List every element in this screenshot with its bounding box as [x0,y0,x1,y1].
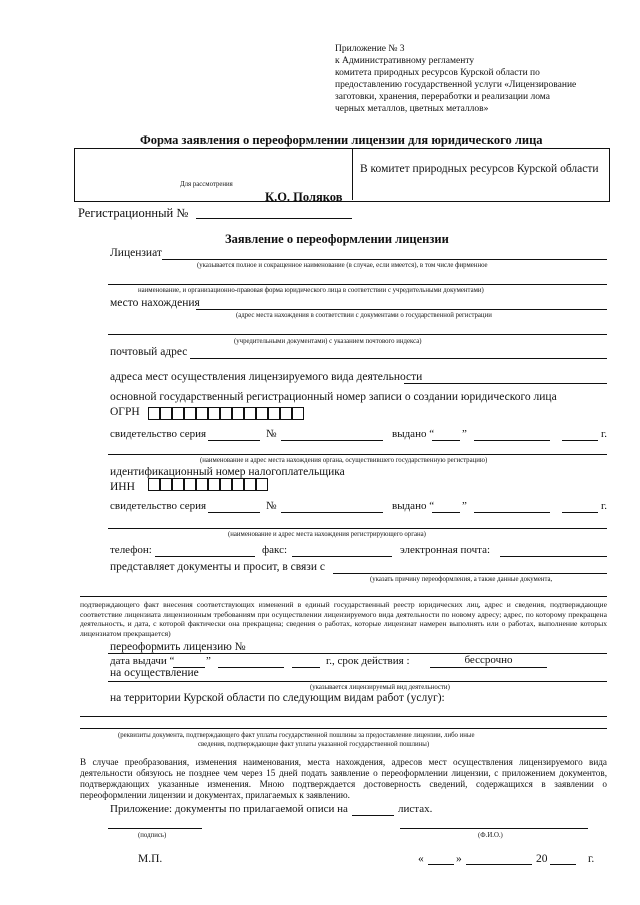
obligation-text: В случае преобразования, изменения наименования, места нахождения, адресов мест осуществления лицензируемого вида деятельности обязуюсь не позднее чем через 15 дней подать заявление о переоформлении лицензии, с приложением документов, подтверждающих указанные изменения. Мною подтверждается достоверность сведений, содержащихся в заявлении о переоформлении лицензии и документах, прилагаемых к заявлению. [80,757,607,800]
ogrn-digit-box[interactable] [196,407,208,420]
ogrn-digit-box[interactable] [292,407,304,420]
ogrn-day-field[interactable] [432,440,460,441]
ogrn-year-field[interactable] [562,440,598,441]
licensee-hint: (указывается полное и сокращенное наименование (в случае, если имеется), в том числе фирменное [197,262,488,269]
ogrn-digit-box[interactable] [172,407,184,420]
reg-number-label: Регистрационный № [78,206,189,220]
reissue-label: переоформить лицензию № [110,641,246,653]
email-field[interactable] [500,556,607,557]
inn-hint: (наименование и адрес места нахождения регистрирующего органа) [228,531,426,538]
request-paragraph: подтверждающего факт внесения соответствующих изменений в единый государственный реестр юридических лиц, адрес и сведения, подтверждающие соответствие лицензиата лицензионным требованиям при осуществлении лицензируемого вида деятельности по новому адресу; адрес, по которому прекращена деятельность, и дата, с которой фактически она прекращена; сведения о работах, которые лицензиат намерен выполнять или о работах, выполнение которых лицензиатом прекращается) [80,600,607,638]
form-title: Форма заявления о переоформлении лицензии для юридического лица [140,133,543,147]
date-open: « [418,853,424,865]
ogrn-label: ОГРН [110,406,140,418]
attachment-text: Приложение: документы по прилагаемой описи на [110,803,348,815]
ogrn-digit-box[interactable] [148,407,160,420]
request-hint: (указать причину переоформления, а также данные документа, [370,576,553,583]
inn-digit-box[interactable] [148,478,160,491]
date-close: » [456,853,462,865]
postal-label: почтовый адрес [110,346,188,358]
reg-number-field[interactable] [196,218,352,219]
year-prefix: 20 [536,853,548,865]
signature-field[interactable] [108,828,202,829]
reissue-year-field[interactable] [292,667,320,668]
ogrn-hint: (наименование и адрес места нахождения органа, осуществившего государственную регистрацию) [200,457,488,464]
ogrn-digit-box[interactable] [268,407,280,420]
reissue-activity-hint: (указывается лицензируемый вид деятельности) [310,684,450,691]
phone-label: телефон: [110,544,152,556]
inn-year-field[interactable] [562,512,598,513]
inn-authority-field[interactable] [108,528,607,529]
inn-quote-close: ” [462,500,467,512]
ogrn-digit-box[interactable] [184,407,196,420]
ogrn-cert-label: свидетельство серия [110,428,207,440]
ogrn-digit-box[interactable] [160,407,172,420]
attachment-suffix: листах. [398,803,433,815]
ogrn-quote-close: ” [462,428,467,440]
reviewer-name: К.О. Поляков [265,190,343,204]
ogrn-digit-box[interactable] [220,407,232,420]
appendix-line: предоставлению государственной услуги «Лицензирование [335,80,577,90]
ogrn-month-field[interactable] [474,440,550,441]
inn-year-suffix: г. [601,500,608,512]
territory-text: на территории Курской области по следующим видам работ (услуг): [110,692,445,704]
reissue-quote-close: ” [206,655,211,667]
inn-day-field[interactable] [432,512,460,513]
reissue-activity-label: на осуществление [110,667,199,679]
location-hint-2: (учредительными документами) с указанием почтового индекса) [234,338,422,345]
location-label: место нахождения [110,297,200,309]
inn-digit-box[interactable] [256,478,268,491]
works-field[interactable] [80,716,607,717]
reissue-date-label: дата выдачи “ [110,655,175,667]
seal-label: М.П. [138,853,163,865]
ogrn-digit-box[interactable] [232,407,244,420]
name-field[interactable] [400,828,588,829]
licensee-field[interactable] [162,259,607,260]
licensee-field-2[interactable] [108,284,607,285]
inn-digit-box[interactable] [172,478,184,491]
inn-number-field[interactable] [281,512,383,513]
inn-digit-box[interactable] [160,478,172,491]
ogrn-digit-box[interactable] [280,407,292,420]
licensee-hint-2: наименование, и организационно-правовая форма юридического лица в соответствии с учредительными документами) [138,287,484,294]
licensee-label: Лицензиат [110,247,162,259]
email-label: электронная почта: [400,544,491,556]
inn-digit-box[interactable] [208,478,220,491]
sign-month-field[interactable] [466,864,532,865]
activity-addresses-field[interactable] [404,383,607,384]
header-divider [352,148,353,200]
location-hint: (адрес места нахождения в соответствии с документами о государственной регистрации [236,312,492,319]
inn-digit-box[interactable] [244,478,256,491]
reissue-validity-field[interactable] [430,667,547,668]
ogrn-issued-label: выдано “ [392,428,435,440]
reissue-activity-field[interactable] [108,681,607,682]
activity-addresses-label: адреса мест осуществления лицензируемого вида деятельности [110,371,423,383]
inn-series-field[interactable] [208,512,260,513]
phone-field[interactable] [155,556,255,557]
request-reason-field-2[interactable] [80,596,607,597]
fax-field[interactable] [292,556,392,557]
name-hint: (Ф.И.О.) [478,832,503,839]
inn-month-field[interactable] [474,512,550,513]
inn-digit-box[interactable] [184,478,196,491]
ogrn-no-label: № [266,428,277,440]
works-field-2[interactable] [80,728,607,729]
inn-cert-label: свидетельство серия [110,500,207,512]
appendix-title: Приложение № 3 [335,44,405,54]
inn-digit-box[interactable] [232,478,244,491]
reissue-validity-label: г., срок действия : [326,655,410,667]
signature-hint: (подпись) [138,832,167,839]
sign-day-field[interactable] [428,864,454,865]
postal-field[interactable] [190,358,607,359]
ogrn-digit-box[interactable] [208,407,220,420]
recipient: В комитет природных ресурсов Курской области [360,163,599,175]
ogrn-series-field[interactable] [208,440,260,441]
ogrn-year-suffix: г. [601,428,608,440]
statement-title: Заявление о переоформлении лицензии [225,232,449,246]
inn-digit-box[interactable] [220,478,232,491]
year-suffix: г. [588,853,595,865]
location-field-2[interactable] [108,334,607,335]
request-text: представляет документы и просит, в связи с [110,561,325,573]
fax-label: факс: [262,544,288,556]
appendix-line: черных металлов, цветных металлов» [335,104,489,114]
ogrn-digit-box[interactable] [256,407,268,420]
inn-label: ИНН [110,481,135,493]
attachment-pages-field[interactable] [352,815,394,816]
payment-hint: (реквизиты документа, подтверждающего факт уплаты государственной пошлины за предоставление лицензии, либо иные [118,732,475,739]
inn-issued-label: выдано “ [392,500,435,512]
inn-digit-box[interactable] [196,478,208,491]
sign-year-field[interactable] [550,864,576,865]
inn-no-label: № [266,500,277,512]
location-field[interactable] [196,309,607,310]
reissue-validity-value: бессрочно [464,654,513,666]
request-reason-field[interactable] [333,573,607,574]
appendix-line: комитета природных ресурсов Курской области по [335,68,540,78]
inn-desc: идентификационный номер налогоплательщика [110,466,345,478]
for-review-label: Для рассмотрения [180,181,233,188]
reissue-month-field[interactable] [218,667,284,668]
ogrn-desc: основной государственный регистрационный номер записи о создании юридического лица [110,391,557,403]
appendix-line: к Административному регламенту [335,56,475,66]
ogrn-number-field[interactable] [281,440,383,441]
ogrn-authority-field[interactable] [108,454,607,455]
payment-hint-2: сведения, подтверждающие факт уплаты указанной государственной пошлины) [198,741,430,748]
appendix-line: заготовки, хранения, переработки и реализации лома [335,92,550,102]
ogrn-digit-box[interactable] [244,407,256,420]
